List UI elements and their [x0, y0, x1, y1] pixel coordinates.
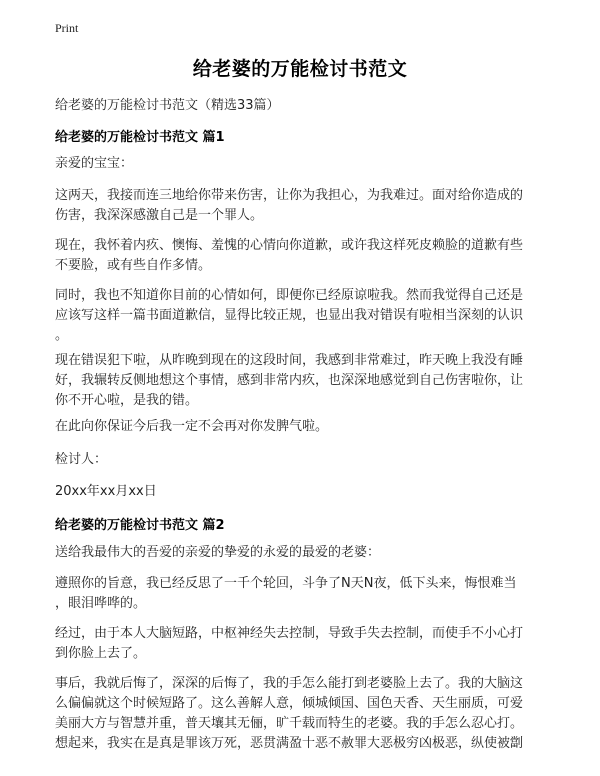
- paragraph-1-4: [55, 351, 555, 411]
- greeting-1: [55, 154, 555, 174]
- text-line: 经过，由于本人大脑短路，中枢神经失去控制，导致手失去控制，而使手不小心打: [55, 626, 524, 641]
- text-line: 现在错误犯下啦，从昨晚到现在的这段时间，我感到非常难过，昨天晚上我没有睡: [55, 353, 524, 368]
- text-line: 现在，我怀着内疚、懊悔、羞愧的心情向你道歉，或许我这样死皮赖脸的道歉有些: [55, 238, 524, 253]
- text-line: 送给我最伟大的吾爱的亲爱的挚爱的永爱的最爱的老婆：: [55, 545, 381, 560]
- date-line: [55, 482, 555, 502]
- text-line: 伤害，我深深感激自己是一个罪人。: [55, 208, 264, 223]
- signature-line: [55, 450, 555, 470]
- document-subtitle: 给老婆的万能检讨书范文（精选33篇）: [55, 98, 280, 113]
- text-line: 亲爱的宝宝：: [55, 156, 134, 171]
- text-line: 不要脸，或有些自作多情。: [55, 258, 212, 273]
- paragraph-1-2: [55, 236, 555, 276]
- text-line: 在此向你保证今后我一定不会再对你发脾气啦。: [55, 419, 329, 434]
- text-line: 你不开心啦，是我的错。: [55, 393, 199, 408]
- text-line: 么偏偏就这个时候短路了。这么善解人意，倾城倾国、国色天香、天生丽质，可爱: [55, 696, 524, 711]
- text-line: 这两天，我接而连三地给你带来伤害，让你为我担心，为我难过。面对给你造成的: [55, 188, 524, 203]
- text-line: 好，我辗转反侧地想这个事情，感到非常内疚，也深深地感觉到自己伤害啦你，让: [55, 373, 524, 388]
- text-line: 同时，我也不知道你目前的心情如何，即便你已经原谅啦我。然而我觉得自己还是: [55, 288, 524, 303]
- text-line: 美丽大方与智慧并重，普天壤其无俪，旷千载而特生的老婆。我的手怎么忍心打。: [55, 716, 524, 731]
- greeting-2: [55, 543, 555, 563]
- text-line: 。: [55, 328, 69, 343]
- section-heading-1: 给老婆的万能检讨书范文 篇1: [55, 130, 225, 145]
- paragraph-2-3: [55, 674, 555, 754]
- text-line: 想起来，我实在是真是罪该万死，恶贯满盈十恶不赦罪大恶极穷凶极恶，纵使被劏: [55, 736, 524, 751]
- text-line: 遵照你的旨意，我已经反思了一千个轮回，斗争了N天N夜，低下头来，悔恨难当: [55, 576, 517, 591]
- text-line: 检讨人：: [55, 452, 108, 467]
- paragraph-2-1: [55, 574, 555, 614]
- paragraph-1-1: [55, 186, 555, 226]
- section-heading-2: 给老婆的万能检讨书范文 篇2: [55, 518, 225, 533]
- text-line: 事后，我就后悔了，深深的后悔了，我的手怎么能打到老婆脸上去了。我的大脑这: [55, 676, 524, 691]
- document-title: 给老婆的万能检讨书范文: [192, 58, 408, 80]
- text-line: 20xx年xx月xx日: [55, 484, 157, 499]
- paragraph-1-3: [55, 286, 555, 346]
- paragraph-1-5: [55, 417, 555, 437]
- paragraph-2-2: [55, 624, 555, 664]
- text-line: ，眼泪哗哗的。: [55, 596, 147, 611]
- text-line: 应该写这样一篇书面道歉信，显得比较正规，也显出我对错误有啦相当深刻的认识: [55, 308, 524, 323]
- text-line: 到你脸上去了。: [55, 646, 147, 661]
- print-label[interactable]: Print: [55, 21, 79, 35]
